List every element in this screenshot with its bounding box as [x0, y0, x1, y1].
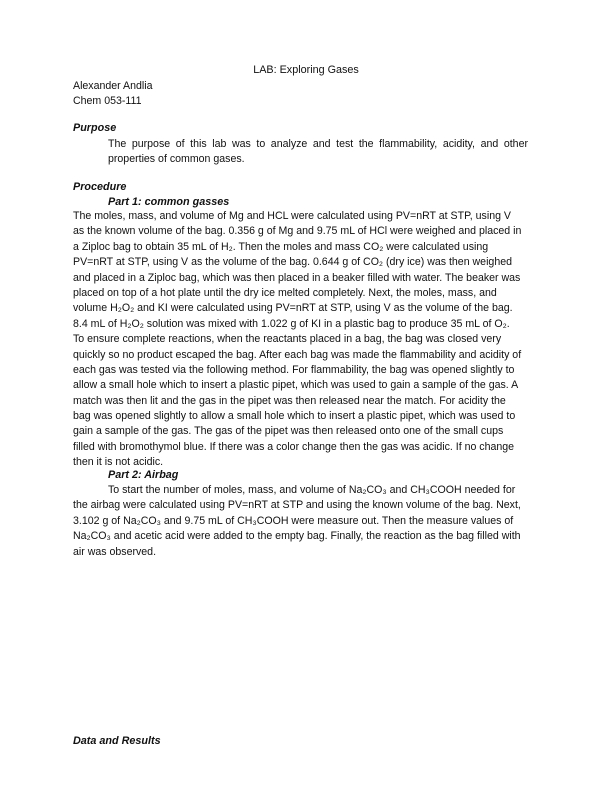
part2-heading: Part 2: Airbag	[108, 469, 179, 481]
part2-line: air was observed.	[73, 545, 157, 558]
document-title: LAB: Exploring Gases	[253, 64, 359, 76]
part1-line: match was then lit and the gas in the pipet was then released near the match. For acidity the	[73, 394, 506, 407]
part1-line: The moles, mass, and volume of Mg and HCL were calculated using PV=nRT at STP, using V	[73, 210, 511, 222]
part1-line: as the known volume of the bag. 0.356 g of Mg and 9.75 mL of HCl were weighed and placed in	[73, 225, 522, 238]
part1-line: volume H₂O₂ and KI were calculated using PV=nRT at STP, using V as the volume of the bag.	[73, 302, 513, 315]
part1-line: 8.4 mL of H₂O₂ solution was mixed with 1.022 g of KI in a plastic bag to produce 35 mL of O₂.	[73, 317, 510, 330]
part1-line: To ensure complete reactions, when the reactants placed in a bag, the bag was closed very	[73, 333, 502, 346]
purpose-heading: Purpose	[73, 122, 117, 134]
part1-heading: Part 1: common gasses	[108, 196, 230, 208]
author-block	[73, 79, 153, 109]
part1-line: filled with bromothymol blue. If there was a color change then the gas was acidic. If no change	[73, 440, 515, 453]
procedure-heading: Procedure	[73, 181, 127, 193]
part1-line: each gas was tested via the following method. For flammability, the bag was opened slightly to	[73, 363, 515, 376]
data-results-heading: Data and Results	[73, 735, 161, 747]
part2-line: Na₂CO₃ and acetic acid were added to the empty bag. Finally, the reaction as the bag filled with	[73, 530, 521, 543]
part1-line: gain a sample of the gas. The gas of the pipet was then released onto one of the small cups	[73, 425, 504, 438]
part2-line: To start the number of moles, mass, and volume of Na₂CO₃ and CH₃COOH needed for	[108, 484, 516, 496]
part1-line: bag was opened slightly to allow a small hole which to insert a plastic pipet, which was used to	[73, 410, 516, 423]
part2-paragraph	[73, 483, 543, 560]
part1-paragraph	[73, 209, 543, 471]
part1-line: allow a small hole which to insert a plastic pipet, which was used to gain a sample of the gas. A	[73, 379, 519, 392]
part2-line: 3.102 g of Na₂CO₃ and 9.75 mL of CH₃COOH were measure out. Then the measure values of	[73, 514, 514, 527]
author-name: Alexander Andlia	[73, 80, 153, 92]
part1-line: quickly so no product escaped the bag. After each bag was made the flammability and acidity of	[73, 348, 522, 361]
part1-line: a Ziploc bag to obtain 35 mL of H₂. Then the moles and mass CO₂ were calculated using	[73, 240, 489, 253]
part1-line: placed on top of a hot plate until the dry ice melted completely. Next, the moles, mass, and	[73, 286, 497, 299]
part1-line: and placed in a Ziploc bag, which was then placed in a beaker filled with water. The beaker was	[73, 271, 521, 284]
part2-line: the airbag were calculated using PV=nRT at STP and using the known volume of the bag. Next,	[73, 499, 521, 512]
part1-line: then it is not acidic.	[73, 456, 164, 469]
course-code: Chem 053-111	[73, 95, 142, 107]
purpose-text: The purpose of this lab was to analyze and test the flammability, acidity, and other properties of common gases.	[108, 138, 528, 165]
part1-line: PV=nRT at STP, using V as the volume of the bag. 0.644 g of CO₂ (dry ice) was then weighed	[73, 256, 512, 269]
